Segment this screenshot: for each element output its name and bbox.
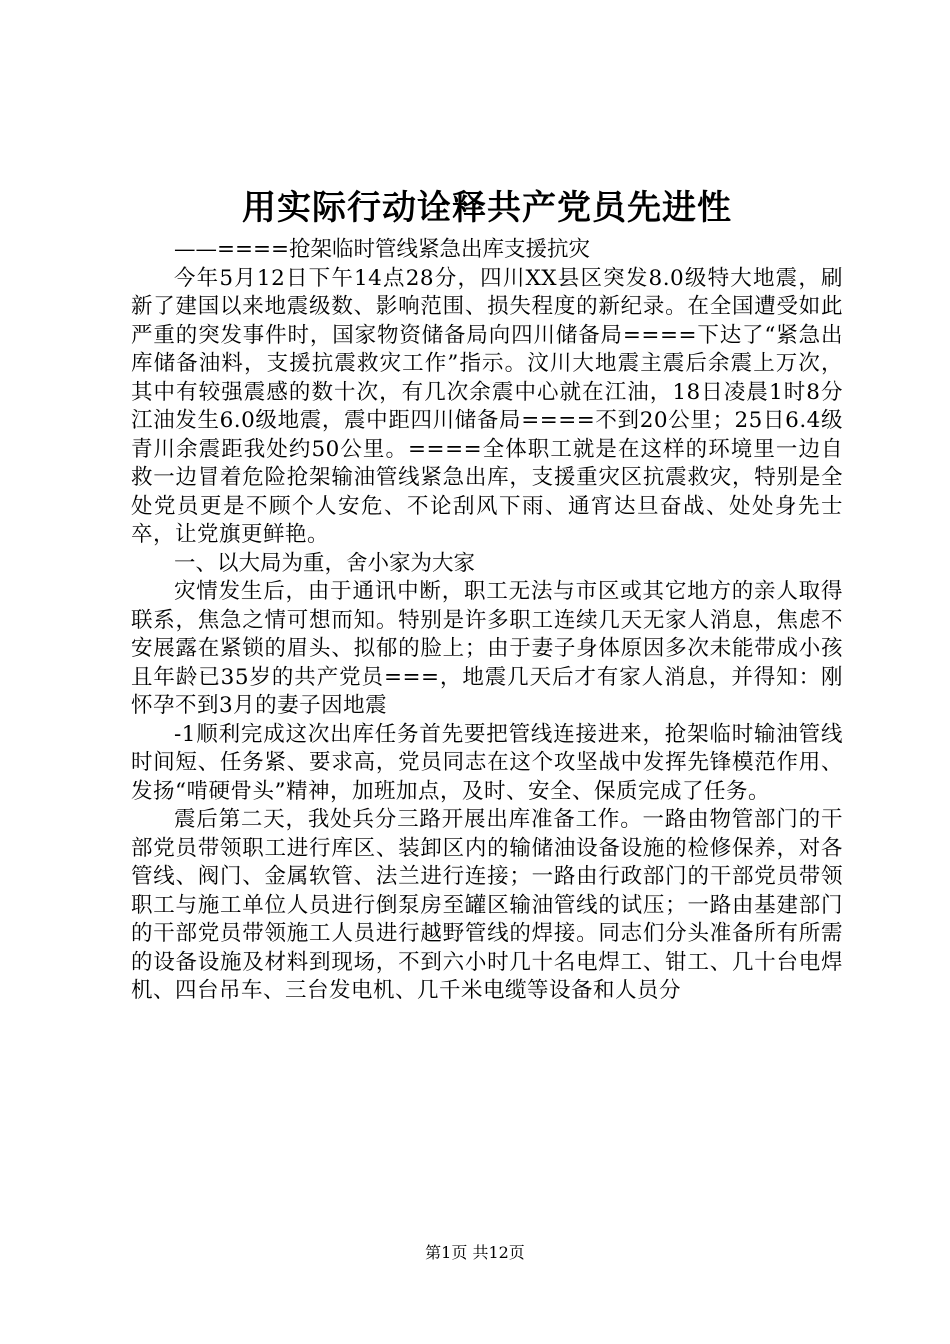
body-paragraph: -1顺利完成这次出库任务首先要把管线连接进来，抢架临时输油管线时间短、任务紧、要求高，党员同志在这个攻坚战中发挥先锋模范作用、发扬“啃硬骨头”精神，加班加点，及时、安全、保质完成了任务。: [131, 721, 843, 804]
page-number-footer: 第1页 共12页: [425, 1243, 525, 1262]
document-page: [131, 180, 843, 1006]
body-paragraph: 灾情发生后，由于通讯中断，职工无法与市区或其它地方的亲人取得联系，焦急之情可想而知。特别是许多职工连续几天无家人消息，焦虑不安展露在紧锁的眉头、拟郁的脸上；由于妻子身体原因多次未能带成小孩且年龄已35岁的共产党员===，地震几天后才有家人消息，并得知：刚怀孕不到3月的妻子因地震: [131, 579, 843, 718]
document-subtitle: ——====抢架临时管线紧急出库支援抗灾: [174, 237, 591, 262]
body-paragraph: 震后第二天，我处兵分三路开展出库准备工作。一路由物管部门的干部党员带领职工进行库区、装卸区内的输储油设备设施的检修保养，对各管线、阀门、金属软管、法兰进行连接；一路由行政部门的干部党员带领职工与施工单位人员进行倒泵房至罐区输油管线的试压；一路由基建部门的干部党员带领施工人员进行越野管线的焊接。同志们分头准备所有所需的设备设施及材料到现场，不到六小时几十名电焊工、钳工、几十台电焊机、四台吊车、三台发电机、几千米电缆等设备和人员分: [131, 807, 843, 1003]
intro-paragraph: 今年5月12日下午14点28分，四川XX县区突发8.0级特大地震，刷新了建国以来地震级数、影响范围、损失程度的新纪录。在全国遭受如此严重的突发事件时，国家物资储备局向四川储备局====下达了“紧急出库储备油料，支援抗震救灾工作”指示。汶川大地震主震后余震上万次，其中有较强震感的数十次，有几次余震中心就在江油，18日凌晨1时8分江油发生6.0级地震，震中距四川储备局====不到20公里；25日6.4级青川余震距我处约50公里。====全体职工就是在这样的环境里一边自救一边冒着危险抢架输油管线紧急出库，支援重灾区抗震救灾，特别是全处党员更是不顾个人安危、不论刮风下雨、通宵达旦奋战、处处身先士卒，让党旗更鲜艳。: [131, 265, 843, 547]
document-title: 用实际行动诠释共产党员先进性: [242, 188, 732, 228]
section-heading: 一、以大局为重，舍小家为大家: [174, 550, 476, 576]
